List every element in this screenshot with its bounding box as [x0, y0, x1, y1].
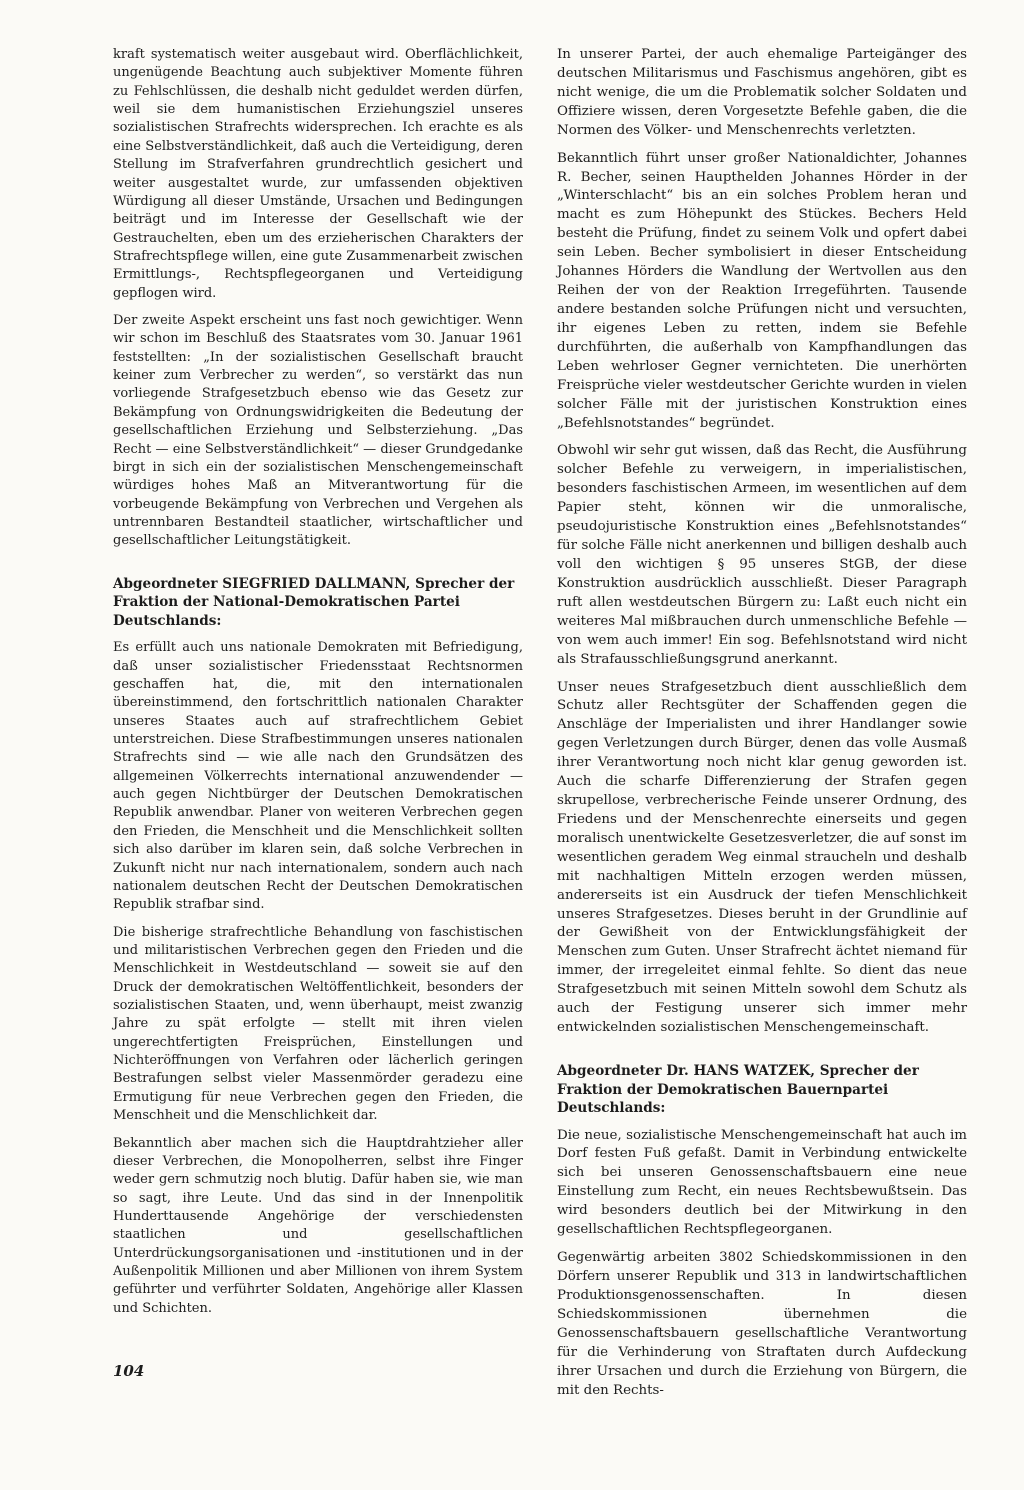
speaker-heading: Abgeordneter Dr. HANS WATZEK, Sprecher der Fraktion der Demokratischen Bauernpartei Deutschlands:	[557, 1063, 919, 1117]
paragraph: Unser neues Strafgesetzbuch dient ausschließlich dem Schutz aller Rechtsgüter der Schaffenden gegen die Anschläge der Imperialisten und ihrer Handlanger sowie gegen Verletzungen durch Bürger, denen das volle Ausmaß ihrer Verantwortung noch nicht klar genug geworden ist. Auch die scharfe Differenzierung der Strafen gegen skrupellose, verbrecherische Feinde unserer Ordnung, des Friedens und der Menschenrechte einerseits und gegen moralisch unentwickelte Gesetzesverletzer, die auf sonst im wesentlichen geradem Weg einmal straucheln und deshalb mit nachhaltigen Mitteln erzogen werden müssen, andererseits ist ein Ausdruck der tiefen Menschlichkeit unseres Strafgesetzes. Dieses beruht in der Grundlinie auf der Gewißheit von der Entwicklungsfähigkeit der Menschen zum Guten. Unser Strafrecht ächtet niemand für immer, der irregeleitet einmal fehlte. So dient das neue Strafgesetzbuch mit seinen Mitteln sowohl dem Schutz als auch der Festigung unserer sich immer mehr entwickelnden sozialistischen Menschengemeinschaft.	[557, 679, 967, 1036]
paragraph: Die neue, sozialistische Menschengemeinschaft hat auch im Dorf festen Fuß gefaßt. Damit in Verbindung entwickelte sich bei unseren Genossenschaftsbauern eine neue Einstellung zum Recht, ein neues Rechtsbewußtsein. Das wird besonders deutlich bei der Mitwirkung in den gesellschaftlichen Rechtspflegeorganen.	[557, 1127, 967, 1238]
paragraph: kraft systematisch weiter ausgebaut wird. Oberflächlichkeit, ungenügende Beachtung auch subjektiver Momente führen zu Fehlschlüssen, die deshalb nicht geduldet werden dürfen, weil sie dem humanistischen Erziehungsziel unseres sozialistischen Strafrechts widersprechen. Ich erachte es als eine Selbstverständlichkeit, daß auch die Verteidigung, deren Stellung im Strafverfahren grundrechtlich gesichert und weiter ausgestaltet wurde, zur umfassenden objektiven Würdigung all dieser Umstände, Ursachen und Bedingungen beiträgt und im Interesse der Gesellschaft wie der Gestrauchelten, eben um des erzieherischen Charakters der Strafrechtspflege willen, eine gute Zusammenarbeit zwischen Ermittlungs-, Rechtspflegeorganen und Verteidigung gepflogen wird.	[113, 47, 523, 301]
paragraph: Die bisherige strafrechtliche Behandlung von faschistischen und militaristischen Verbrechen gegen den Frieden und die Menschlichkeit in Westdeutschland — soweit sie auf den Druck der demokratischen Weltöffentlichkeit, besonders der sozialistischen Staaten, und, wenn überhaupt, meist zwanzig Jahre zu spät erfolgte — stellt mit ihren vielen ungerechtfertigten Freisprüchen, Einstellungen und Nichteröffnungen von Verfahren oder lächerlich geringen Bestrafungen selbst vieler Massenmörder geradezu eine Ermutigung für neue Verbrechen gegen den Frieden, die Menschheit und die Menschlichkeit dar.	[113, 924, 523, 1124]
paragraph: In unserer Partei, der auch ehemalige Parteigänger des deutschen Militarismus und Faschismus angehören, gibt es nicht wenige, die um die Problematik solcher Soldaten und Offiziere wissen, deren Vorgesetzte Befehle gaben, die die Normen des Völker- und Menschenrechts verletzten.	[557, 47, 967, 138]
paragraph: Bekanntlich aber machen sich die Hauptdrahtzieher aller dieser Verbrechen, die Monopolherren, selbst ihre Finger weder gern schmutzig noch blutig. Dafür haben sie, wie man so sagt, ihre Leute. Und das sind in der Innenpolitik Hunderttausende Angehörige der verschiedensten staatlichen und gesellschaftlichen Unterdrückungsorganisationen und -institutionen und in der Außenpolitik Millionen und aber Millionen von ihrem System geführter und verführter Soldaten, Angehörige aller Klassen und Schichten.	[113, 1135, 523, 1316]
paragraph: Gegenwärtig arbeiten 3802 Schiedskommissionen in den Dörfern unserer Republik und 313 in landwirtschaftlichen Produktionsgenossenschaften. In diesen Schiedskommissionen übernehmen die Genossenschaftsbauern gesellschaftliche Verantwortung für die Verhinderung von Straftaten durch Aufdeckung ihrer Ursachen und durch die Erziehung von Bürgern, die mit den Rechts-	[557, 1250, 967, 1398]
right-column	[557, 46, 967, 1409]
paragraph: Bekanntlich führt unser großer Nationaldichter, Johannes R. Becher, seinen Haupthelden Johannes Hörder in der „Winterschlacht“ bis an ein solches Problem heran und macht es zum Höhepunkt des Stückes. Bechers Held besteht die Prüfung, findet zu seinem Volk und opfert dabei sein Leben. Becher symbolisiert in dieser Entscheidung Johannes Hörders die Wandlung der Wertvollen aus den Reihen der von der Reaktion Irregeführten. Tausende andere bestanden solche Prüfungen nicht und versuchten, ihr eigenes Leben zu retten, indem sie Befehle durchführten, die außerhalb von Kampfhandlungen das Leben wehrloser Gegner vernichteten. Die unerhörten Freisprüche vieler westdeutscher Gerichte wurden in vielen solcher Fälle mit der juristischen Konstruktion eines „Befehlsnotstandes“ begründet.	[557, 150, 967, 431]
speaker-heading: Abgeordneter SIEGFRIED DALLMANN, Sprecher der Fraktion der National-Demokratischen Partei Deutschlands:	[113, 575, 515, 629]
paragraph: Der zweite Aspekt erscheint uns fast noch gewichtiger. Wenn wir schon im Beschluß des Staatsrates vom 30. Januar 1961 feststellten: „In der sozialistischen Gesellschaft braucht keiner zum Verbrecher zu werden“, so verstärkt das nun vorliegende Strafgesetzbuch ebenso wie das Gesetz zur Bekämpfung von Ordnungswidrigkeiten die Bedeutung der gesellschaftlichen Erziehung und Selbsterziehung. „Das Recht — eine Selbstverständlichkeit“ — dieser Grundgedanke birgt in sich ein der sozialistischen Menschengemeinschaft würdiges hohes Maß an Mitverantwortung für die vorbeugende Bekämpfung von Verbrechen und Vergehen als untrennbaren Bestandteil staatlicher, wirtschaftlicher und gesellschaftlicher Leitungstätigkeit.	[113, 313, 523, 549]
left-column	[113, 46, 523, 1327]
paragraph: Obwohl wir sehr gut wissen, daß das Recht, die Ausführung solcher Befehle zu verweigern, in imperialistischen, besonders faschistischen Armeen, im wesentlichen auf dem Papier steht, können wir die unmoralische, pseudojuristische Konstruktion eines „Befehlsnotstandes“ für solche Fälle nicht anerkennen und billigen deshalb auch voll den wichtigen § 95 unseres StGB, der diese Konstruktion ausdrücklich ausschließt. Dieser Paragraph ruft allen westdeutschen Bürgern zu: Laßt euch nicht ein weiteres Mal mißbrauchen durch unmenschliche Befehle — von wem auch immer! Ein sog. Befehlsnotstand wird nicht als Strafausschließungsgrund anerkannt.	[557, 443, 967, 667]
page-number: 104	[113, 1362, 145, 1380]
paragraph: Es erfüllt auch uns nationale Demokraten mit Befriedigung, daß unser sozialistischer Friedensstaat Rechtsnormen geschaffen hat, die, mit den internationalen übereinstimmend, den fortschrittlich nationalen Charakter unseres Staates auch auf strafrechtlichem Gebiet unterstreichen. Diese Strafbestimmungen unseres nationalen Strafrechts sind — wie alle nach den Grundsätzen des allgemeinen Völkerrechts international anzuwendender — auch gegen Nichtbürger der Deutschen Demokratischen Republik anwendbar. Planer von weiteren Verbrechen gegen den Frieden, die Menschheit und die Menschlichkeit sollten sich also darüber im klaren sein, daß solche Verbrechen in Zukunft nicht nur nach internationalem, sondern auch nach nationalem deutschen Recht der Deutschen Demokratischen Republik strafbar sind.	[113, 640, 523, 913]
